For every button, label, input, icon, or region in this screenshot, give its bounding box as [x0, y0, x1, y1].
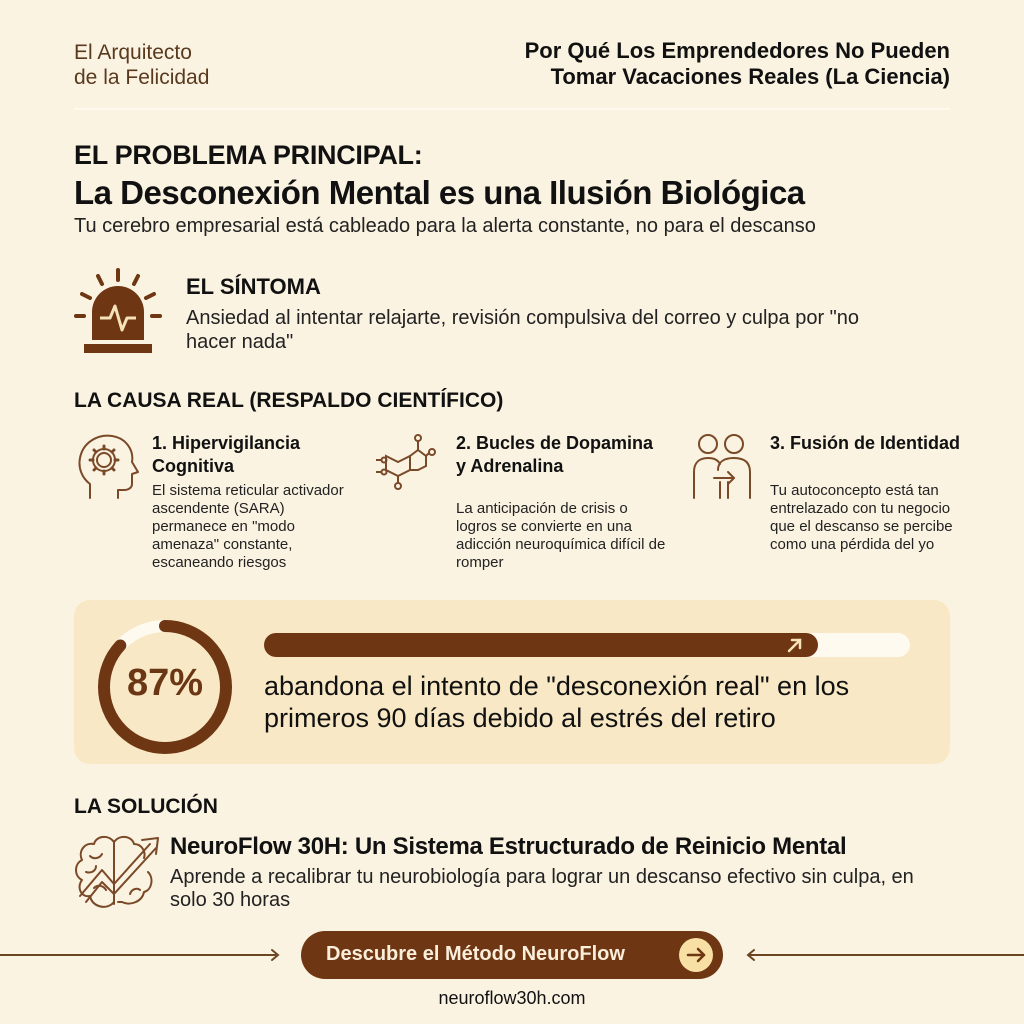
arrow-left-icon — [744, 948, 758, 962]
brand-line-1: El Arquitecto — [74, 41, 192, 64]
symptom-text: Ansiedad al intentar relajarte, revisión compulsiva del correo y culpa por "no hacer nada" — [186, 307, 860, 353]
solution-title: NeuroFlow 30H: Un Sistema Estructurado de Reinicio Mental — [170, 833, 847, 860]
brain-growth-icon — [72, 832, 162, 914]
page-title-line-1: Por Qué Los Emprendedores No Pueden — [524, 38, 950, 63]
cause-item-2 — [374, 428, 666, 578]
cause-item-3 — [690, 428, 970, 578]
cause-title: 3. Fusión de Identidad — [770, 433, 961, 453]
head-gear-icon — [76, 432, 140, 504]
header-divider — [74, 108, 950, 110]
right-pointer-line — [748, 954, 1024, 956]
arrow-right-icon — [268, 948, 282, 962]
molecule-icon — [374, 432, 436, 502]
brand-logo-text — [74, 40, 209, 90]
brand-line-2: de la Felicidad — [74, 66, 210, 89]
symptom-title: EL SÍNTOMA — [186, 274, 321, 299]
page-title-line-2: Tomar Vacaciones Reales (La Ciencia) — [550, 64, 950, 89]
cause-description: La anticipación de crisis o logros se convierte en una adicción neuroquímica difícil de romper — [456, 500, 666, 571]
solution-text: Aprende a recalibrar tu neurobiología para lograr un descanso efectivo sin culpa, en solo 30 horas — [170, 866, 914, 911]
progress-bar-fill — [264, 633, 818, 657]
cause-title: 1. Hipervigilancia Cognitiva — [152, 433, 301, 476]
problem-title: La Desconexión Mental es una Ilusión Biológica — [74, 174, 805, 211]
cause-description: El sistema reticular activador ascendente (SARA) permanece en "modo amenaza" constante, escaneando riesgos — [152, 482, 344, 571]
causes-heading: LA CAUSA REAL (RESPALDO CIENTÍFICO) — [74, 389, 504, 412]
alarm-siren-icon — [72, 264, 162, 356]
arrow-up-right-icon — [784, 634, 806, 656]
cause-description: Tu autoconcepto está tan entrelazado con tu negocio que el descanso se percibe como una pérdida del yo — [770, 482, 953, 553]
left-pointer-line — [0, 954, 276, 956]
cta-button-label: Descubre el Método NeuroFlow — [326, 943, 625, 965]
identity-fusion-icon — [690, 432, 756, 504]
solution-heading: LA SOLUCIÓN — [74, 795, 218, 818]
cause-title: 2. Bucles de Dopamina y Adrenalina — [456, 433, 654, 476]
page-title — [525, 38, 950, 90]
cta-button[interactable] — [301, 931, 723, 979]
problem-kicker: EL PROBLEMA PRINCIPAL: — [74, 140, 423, 170]
statistic-description: abandona el intento de "desconexión real" en los primeros 90 días debido al estrés del retiro — [264, 671, 850, 733]
arrow-right-icon — [679, 938, 713, 972]
website-link[interactable]: neuroflow30h.com — [438, 988, 586, 1008]
cause-item-1 — [76, 428, 356, 578]
problem-subtitle: Tu cerebro empresarial está cableado para la alerta constante, no para el descanso — [74, 215, 816, 237]
statistic-value: 87% — [126, 662, 204, 704]
